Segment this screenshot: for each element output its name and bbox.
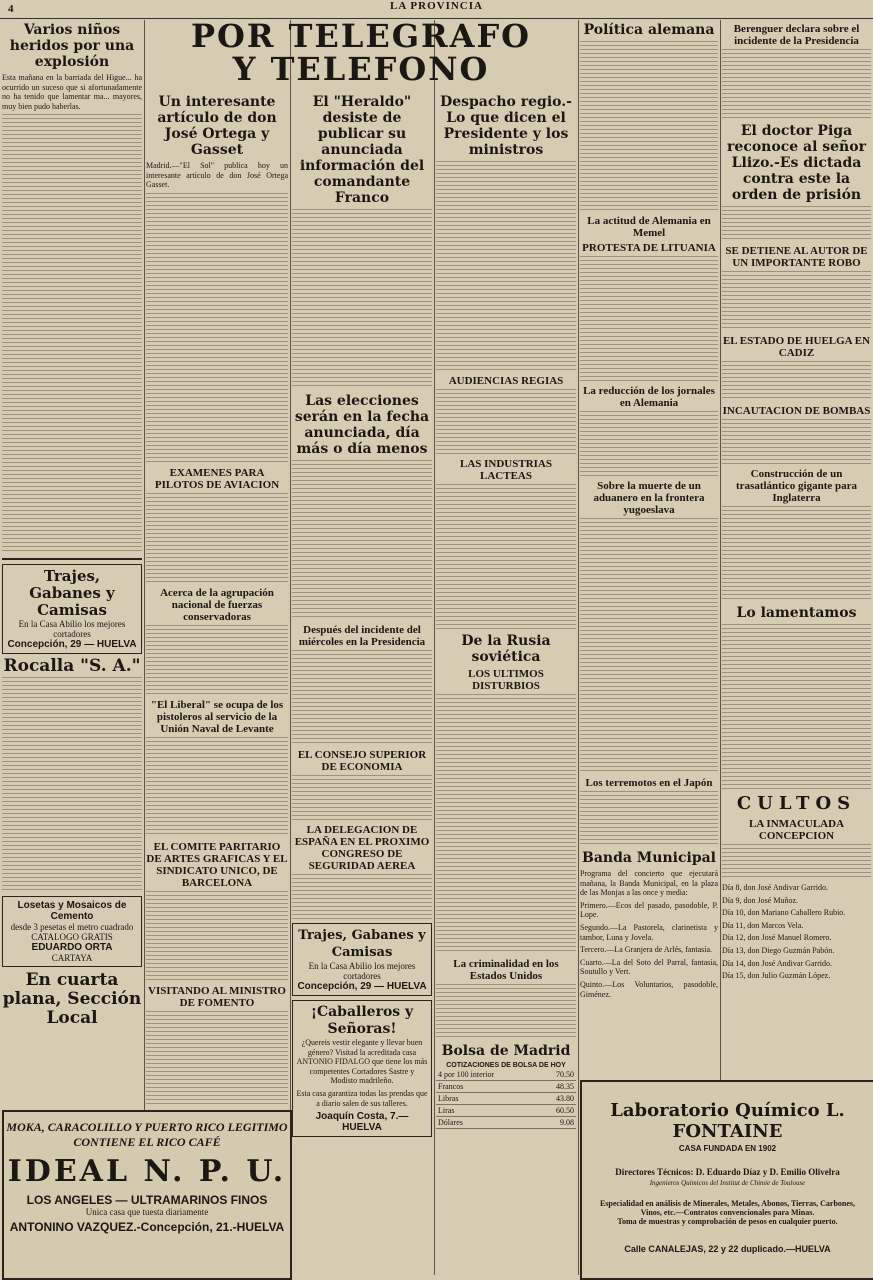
ad-ideal-npu (2, 1110, 292, 1280)
article-body-text (2, 677, 142, 892)
list-item: Día 14, don José Andivar Garrido. (722, 958, 832, 968)
divider (2, 558, 142, 560)
row-label: Dólares (436, 1117, 539, 1129)
ad-line: desde 3 pesetas el metro cuadrado (10, 922, 134, 933)
article-body-text (146, 1011, 288, 1107)
article-body-text (436, 161, 576, 371)
band-item: Segundo.—La Pastorela, clarinetista y tambor, Luna y Jovela. (580, 922, 718, 942)
subhead-lacteas: LAS INDUSTRIAS LACTEAS (459, 458, 552, 482)
column-rule (434, 20, 435, 1275)
subhead-comite: EL COMITE PARITARIO DE ARTES GRAFICAS Y EL SINDICATO UNICO, DE BARCELONA (146, 840, 288, 889)
column-5 (580, 20, 718, 1075)
column-3 (292, 92, 432, 1275)
subhead-inmaculada: LA INMACULADA CONCEPCION (748, 818, 845, 842)
subhead-consejo: EL CONSEJO SUPERIOR DE ECONOMIA (297, 749, 427, 773)
bolsa-table (436, 1043, 576, 1129)
ad-line: CATALOGO GRATIS (31, 932, 113, 943)
row-label: Libras (436, 1093, 539, 1105)
page-number: 4 (8, 3, 15, 15)
ad-line: MOKA, CARACOLILLO Y PUERTO RICO LEGITIMO (6, 1120, 288, 1134)
bolsa-title: Bolsa de Madrid (441, 1043, 571, 1059)
column-1 (2, 20, 142, 1275)
subhead-disturbios: LOS ULTIMOS DISTURBIOS (468, 668, 544, 692)
headline-despacho: Despacho regio.-Lo que dicen el Presidente y los ministros (440, 94, 572, 158)
band-item: Tercero.—La Granjera de Arlés, fantasía. (580, 945, 713, 955)
ad-qualification: Ingenieros Químicos del Institut de Chimie de Toulouse (649, 1179, 806, 1187)
article-body-text (146, 737, 288, 837)
ad-losetas (2, 896, 142, 967)
article-body-text (436, 389, 576, 454)
band-item: Quinto.—Los Voluntarios, pasodoble, Giménez. (580, 979, 718, 999)
bolsa-header: COTIZACIONES DE BOLSA DE HOY (446, 1062, 566, 1069)
band-item: Primero.—Ecos del pasado, pasodoble, P. Lope. (580, 900, 718, 920)
headline-rocalla: Rocalla "S. A." (3, 656, 141, 677)
article-body-text (146, 493, 288, 583)
headline-rusia: De la Rusia soviética (461, 633, 551, 665)
list-item: Día 9, don José Muñoz. (722, 895, 798, 905)
subhead-pilotos: EXAMENES PARA PILOTOS DE AVIACION (154, 466, 280, 491)
article-body-text (2, 114, 142, 554)
subhead-audiencias: AUDIENCIAS REGIAS (448, 375, 564, 387)
headline-berenguer: Berenguer declara sobre el incidente de la Presidencia (733, 23, 860, 47)
ad-note: Unica casa que tuesta diariamente (85, 1207, 209, 1217)
article-body-text (436, 984, 576, 1039)
column-2 (146, 92, 288, 1107)
headline-politica-alemana: Política alemana (583, 22, 715, 38)
article-body-text (722, 624, 871, 789)
ad-address: Calle CANALEJAS, 22 y 22 duplicado.—HUELVA (624, 1244, 831, 1254)
headline-heraldo: El "Heraldo" desiste de publicar su anunciada información del comandante Franco (299, 94, 425, 206)
article-body-text (722, 506, 871, 601)
ad-address: Concepción, 29 — HUELVA (7, 639, 137, 651)
ad-title: Trajes, Gabanes y Camisas (298, 928, 426, 960)
table-row (436, 1117, 576, 1129)
publication-name: LA PROVINCIA (390, 0, 483, 12)
ad-address: Concepción, 29 — HUELVA (297, 981, 427, 992)
column-rule (578, 20, 579, 1275)
article-body-text (436, 694, 576, 954)
article-body-text (292, 460, 432, 620)
table-row (436, 1093, 576, 1105)
subhead-robo: SE DETIENE AL AUTOR DE UN IMPORTANTE ROBO (725, 245, 868, 269)
subhead-bombas: INCAUTACION DE BOMBAS (722, 405, 871, 417)
row-value: 9.08 (539, 1117, 576, 1129)
headline-criminalidad: La criminalidad en los Estados Unidos (453, 958, 559, 982)
headline-ortega: Un interesante artículo de don José Ortega y Gasset (157, 94, 277, 158)
ad-title: ¡Caballeros y Señoras! (310, 1004, 414, 1037)
article-body-text (580, 518, 718, 773)
column-rule (144, 20, 145, 1275)
ad-samples: Toma de muestras y comprobación de pesos en cualquier puerto. (617, 1217, 838, 1226)
column-4 (436, 92, 576, 1275)
list-item: Día 8, don José Andivar Garrido. (722, 883, 828, 892)
ad-directors: Directores Técnicos: D. Eduardo Díaz y D. Emilio Olivelra (615, 1167, 840, 1177)
ad-town: CARTAYA (51, 953, 93, 964)
table-row (436, 1105, 576, 1117)
ad-store: LOS ANGELES — ULTRAMARINOS FINOS (26, 1193, 268, 1207)
headline-jornales: La reducción de los jornales en Alemania (583, 385, 715, 409)
headline-memel: La actitud de Alemania en Memel (587, 215, 711, 239)
banner-line-1: POR TELEGRAFO (190, 17, 532, 55)
article-body-text (722, 361, 871, 401)
ad-text: Esta casa garantiza todas las prendas que a diario salen de sus talleres. (296, 1088, 428, 1108)
ad-brand: IDEAL N. P. U. (7, 1154, 287, 1189)
row-value: 60.50 (539, 1105, 576, 1117)
article-body-text (580, 256, 718, 381)
headline-cuarta-plana: En cuarta plana, Sección Local (2, 970, 142, 1029)
article-body-text (580, 411, 718, 476)
article-body-text (580, 41, 718, 211)
list-item: Día 13, don Diego Guzmán Pabón. (722, 945, 835, 955)
ad-trajes (292, 923, 432, 996)
list-item: Día 15, don Julio Guzmán López. (722, 971, 831, 981)
headline-piga: El doctor Piga reconoce al señor Llizo.-Es dictada contra este la orden de prisión (727, 123, 866, 203)
article-body-text (722, 271, 871, 331)
headline-aduanero: Sobre la muerte de un aduanero en la frontera yugoeslava (593, 480, 705, 516)
article-body-text (292, 650, 432, 745)
ad-text: ¿Quereis vestir elegante y llevar buen género? Visitad la acreditada casa ANTONIO FIDALGO que tiene los más competentes Cortadores Sastre y Modisto madrileño. (296, 1038, 428, 1086)
article-lead: Esta mañana en la barriada del Higue... ha ocurrido un suceso que si afortunadamente no ha tenido que lamentar ma... mayores, muy bien pudo haberlas. (2, 73, 142, 111)
subhead-delegacion: LA DELEGACION DE ESPAÑA EN EL PROXIMO CONGRESO DE SEGURIDAD AEREA (294, 824, 430, 872)
subhead-visitando: VISITANDO AL MINISTRO DE FOMENTO (148, 984, 286, 1009)
band-item: Cuarto.—La del Soto del Parral, fantasía, Soutullo y Vert. (580, 957, 718, 977)
ad-title: Laboratorio Químico L. FONTAINE (610, 1100, 845, 1142)
ad-title: Losetas y Mosaicos de Cemento (17, 900, 127, 923)
subhead-huelga: EL ESTADO DE HUELGA EN CADIZ (722, 335, 871, 359)
list-item: Día 10, don Mariano Caballero Rubio. (722, 908, 846, 918)
list-item: Día 12, don José Manuel Romero. (722, 933, 832, 943)
column-rule (290, 20, 291, 1275)
article-body-text (146, 891, 288, 981)
headline-lamentamos: Lo lamentamos (736, 605, 857, 621)
ad-fidalgo (292, 1000, 432, 1137)
row-value: 48.35 (539, 1081, 576, 1093)
ad-owner: ANTONINO VAZQUEZ.-Concepción, 21.-HUELVA (9, 1220, 285, 1234)
table-row (436, 1069, 576, 1081)
headline-incidente: Después del incidente del miércoles en la Presidencia (298, 624, 426, 648)
table-row (436, 1081, 576, 1093)
article-body-text (146, 625, 288, 695)
row-label: Liras (436, 1105, 539, 1117)
headline-banda: Banda Municipal (581, 850, 716, 866)
headline-terremotos: Los terremotos en el Japón (585, 777, 713, 789)
column-6 (722, 20, 871, 1075)
headline-trasatlantico: Construcción de un trasatlántico gigante para Inglaterra (736, 468, 857, 504)
ad-address: Joaquín Costa, 7.—HUELVA (315, 1111, 409, 1134)
article-body-text (722, 49, 871, 119)
subhead-protesta: PROTESTA DE LITUANIA (582, 242, 716, 254)
ad-line: CONTIENE EL RICO CAFÉ (73, 1135, 221, 1149)
row-value: 70.50 (539, 1069, 576, 1081)
ad-title: Trajes, Gabanes y Camisas (29, 567, 115, 620)
row-value: 43.80 (539, 1093, 576, 1105)
ad-line: En la Casa Abilio los mejores cortadores (18, 619, 126, 640)
article-body-text (722, 206, 871, 241)
row-label: Francos (436, 1081, 539, 1093)
list-item: Día 11, don Marcos Vela. (722, 920, 804, 930)
article-body-text (722, 419, 871, 464)
ad-line: En la Casa Abilio los mejores cortadores (308, 961, 416, 981)
article-body-text (436, 484, 576, 629)
band-lead: Programa del concierto que ejecutará mañana, la Banda Municipal, en la plaza de las Monjas a las once y media: (580, 869, 718, 898)
headline-agrupacion: Acerca de la agrupación nacional de fuerzas conservadoras (160, 586, 274, 623)
article-body-text (146, 193, 288, 463)
headline-elecciones: Las elecciones serán en la fecha anunciada, día más o día menos (294, 393, 430, 457)
article-lead: Madrid.—"El Sol" publica hoy un interesante artículo de don José Ortega Gasset. (146, 161, 288, 190)
article-body-text (722, 844, 871, 879)
ad-name: EDUARDO ORTA (31, 942, 113, 954)
row-label: 4 por 100 interior (436, 1069, 539, 1081)
headline-liberal: "El Liberal" se ocupa de los pistoleros al servicio de la Unión Naval de Levante (150, 698, 284, 735)
cultos-title: CULTOS (736, 793, 857, 814)
ad-founded: CASA FUNDADA EN 1902 (678, 1144, 777, 1153)
article-body-text (292, 874, 432, 919)
ad-trajes (2, 564, 142, 654)
banner-headline (146, 17, 576, 88)
article-body-text (292, 209, 432, 389)
ad-laboratorio-fontaine (580, 1080, 873, 1280)
banner-line-2: Y TELEFONO (232, 50, 490, 88)
ad-speciality: Especialidad en análisis de Minerales, Metales, Abonos, Tierras, Carbones, Vinos, etc.—Contratos convencionales para Minas. (599, 1199, 856, 1217)
article-body-text (292, 775, 432, 820)
headline-explosion: Varios niños heridos por una explosión (9, 22, 135, 70)
article-body-text (580, 791, 718, 846)
